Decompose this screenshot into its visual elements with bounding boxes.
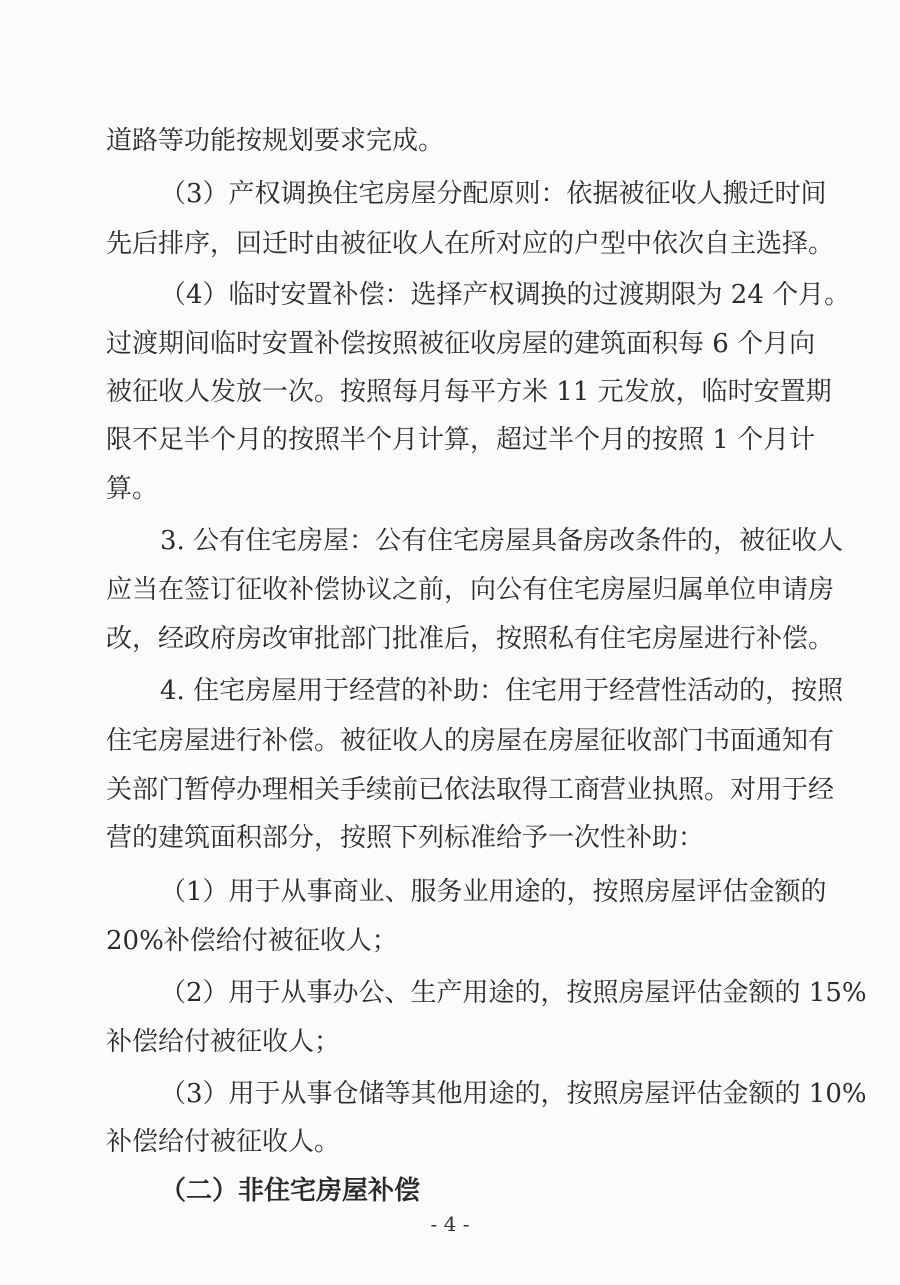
text-line-1: 道路等功能按规划要求完成。 — [106, 126, 445, 156]
text-line-16: （1）用于从事商业、服务业用途的，按照房屋评估金额的 — [160, 877, 827, 907]
text-line-8: 算。 — [106, 474, 159, 504]
text-line-11: 改，经政府房改审批部门批准后，按照私有住宅房屋进行补偿。 — [106, 624, 835, 654]
text-line-18: （2）用于从事办公、生产用途的，按照房屋评估金额的 15% — [160, 978, 867, 1008]
page-number: - 4 - — [430, 1212, 470, 1236]
text-line-2: （3）产权调换住宅房屋分配原则：依据被征收人搬迁时间 — [160, 179, 827, 209]
text-line-15: 营的建筑面积部分，按照下列标准给予一次性补助： — [106, 823, 705, 853]
text-line-3: 先后排序，回迁时由被征收人在所对应的户型中依次自主选择。 — [106, 229, 835, 259]
text-line-7: 限不足半个月的按照半个月计算，超过半个月的按照 1 个月计 — [106, 425, 816, 455]
text-line-10: 应当在签订征收补偿协议之前，向公有住宅房屋归属单位申请房 — [106, 575, 835, 605]
text-line-6: 被征收人发放一次。按照每月每平方米 11 元发放，临时安置期 — [106, 377, 832, 407]
text-line-21: 补偿给付被征收人。 — [106, 1127, 341, 1157]
text-line-4: （4）临时安置补偿：选择产权调换的过渡期限为 24 个月。 — [160, 280, 851, 310]
text-line-12: 4. 住宅房屋用于经营的补助：住宅用于经营性活动的，按照 — [160, 676, 844, 706]
text-line-5: 过渡期间临时安置补偿按照被征收房屋的建筑面积每 6 个月向 — [106, 329, 816, 359]
text-line-14: 关部门暂停办理相关手续前已依法取得工商营业执照。对用于经 — [106, 775, 835, 805]
section-heading: （二）非住宅房屋补偿 — [160, 1176, 421, 1206]
text-line-13: 住宅房屋进行补偿。被征收人的房屋在房屋征收部门书面通知有 — [106, 726, 835, 756]
text-line-19: 补偿给付被征收人； — [106, 1027, 341, 1057]
text-line-20: （3）用于从事仓储等其他用途的，按照房屋评估金额的 10% — [160, 1079, 867, 1109]
text-line-17: 20%补偿给付被征收人； — [106, 926, 398, 956]
text-line-9: 3. 公有住宅房屋：公有住宅房屋具备房改条件的，被征收人 — [160, 526, 844, 556]
